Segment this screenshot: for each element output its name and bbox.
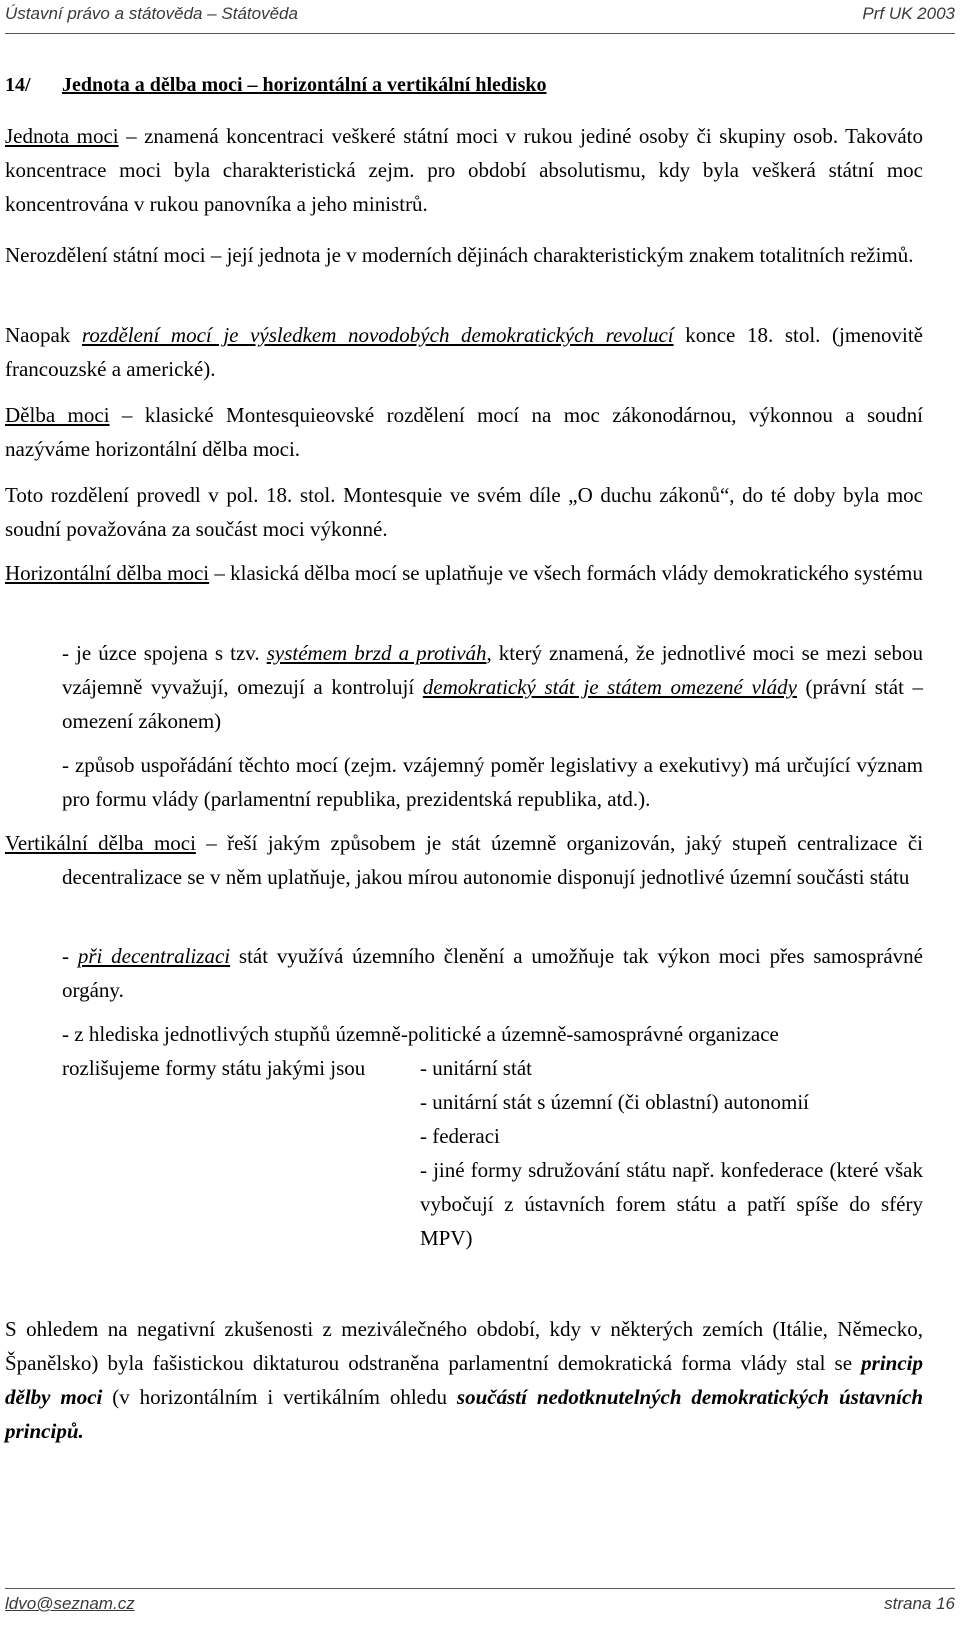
emphasis-limited-government: demokratický stát je státem omezené vlády: [422, 675, 797, 699]
paragraph-montesquieu: [5, 478, 923, 546]
emphasis-inviolable: součástí nedotknutelných demokratických ústavních principů.: [5, 1385, 923, 1443]
paragraph-division-text: – klasické Montesquieovské rozdělení mocí na moc zákonodárnou, výkonnou a soudní nazýváme horizontální dělba moci.: [5, 403, 923, 461]
term-horizontal: Horizontální dělba moci: [5, 561, 210, 585]
term-unity: Jednota moci: [5, 124, 119, 148]
paragraph-revolutions-tail: konce 18. stol. (jmenovitě francouzské a americké).: [5, 323, 923, 381]
list-item: - jiné formy sdružování státu např. konfederace (které však vybočují z ústavních forem státu a patří spíše do sféry MPV): [420, 1158, 923, 1250]
heading-title: Jednota a dělba moci – horizontální a vertikální hledisko: [62, 74, 547, 96]
forms-lead: rozlišujeme formy státu jakými jsou: [62, 1056, 366, 1080]
emphasis-principle: princip dělby moci: [5, 1351, 923, 1409]
horizontal-bullet-arrangement: [62, 748, 923, 816]
paragraph-horizontal: [5, 556, 923, 590]
paragraph-vertical: [5, 826, 923, 894]
checks-tail: (právní stát – omezení zákonem): [62, 675, 923, 733]
header-divider: [5, 33, 955, 34]
horizontal-bullet-checks: [62, 636, 923, 738]
paragraph-montesquieu-text: Toto rozdělení provedl v pol. 18. stol. Montesquie ve svém díle „O duchu zákonů“, do té doby byla moc soudní považována za součást moci výkonné.: [5, 483, 923, 541]
paragraph-revolutions: [5, 318, 923, 386]
paragraph-undivided: [5, 238, 923, 272]
footer-email-link[interactable]: ldvo@seznam.cz: [5, 1594, 135, 1613]
forms-list: [420, 1051, 923, 1255]
header-course-title: Ústavní právo a státověda – Státověda: [5, 4, 298, 23]
paragraph-horizontal-text: – klasická dělba mocí se uplatňuje ve všech formách vlády demokratického systému: [209, 561, 923, 585]
paragraph-unity-text: – znamená koncentraci veškeré státní moci v rukou jediné osoby či skupiny osob. Takováto koncentrace moci byla charakteristická zejm. pro období absolutismu, kdy byla veškerá státní moc koncentrována v rukou panovníka a jeho ministrů.: [5, 124, 923, 216]
decentralization-tail: stát využívá územního členění a umožňuje tak výkon moci přes samosprávné orgány.: [62, 944, 923, 1002]
arrangement-text: - způsob uspořádání těchto mocí (zejm. vzájemný poměr legislativy a exekutivy) má určující význam pro formu vlády (parlamentní republika, prezidentská republika, atd.).: [62, 753, 923, 811]
decentralization-lead: -: [62, 944, 78, 968]
vertical-bullet-organization: [62, 1017, 923, 1051]
checks-lead: - je úzce spojena s tzv.: [62, 641, 267, 665]
paragraph-revolutions-lead: Naopak: [5, 323, 82, 347]
closing-lead: S ohledem na negativní zkušenosti z meziválečného období, kdy v některých zemích (Itálie, Německo, Španělsko) byla fašistickou diktaturou odstraněna parlamentní demokratická forma vlády stal se: [5, 1317, 923, 1375]
page-number: strana 16: [884, 1594, 955, 1613]
paragraph-closing: [5, 1312, 923, 1448]
paragraph-division: [5, 398, 923, 466]
page-header: [5, 4, 955, 26]
term-division: Dělba moci: [5, 403, 110, 427]
heading-number: 14/: [5, 74, 31, 96]
emphasis-checks-balances: systémem brzd a protiváh: [266, 641, 487, 665]
organization-text: - z hlediska jednotlivých stupňů územně-politické a územně-samosprávné organizace: [62, 1022, 779, 1046]
closing-mid: (v horizontálním i vertikálním ohledu: [102, 1385, 457, 1409]
list-item: - unitární stát s územní (či oblastní) autonomií: [420, 1090, 810, 1114]
section-heading: [5, 68, 546, 102]
paragraph-undivided-text: Nerozdělení státní moci – její jednota je v moderních dějinách charakteristickým znakem totalitních režimů.: [5, 243, 914, 267]
checks-mid: , který znamená, že jednotlivé moci se mezi sebou vzájemně vyvažují, omezují a kontrolují: [62, 641, 923, 699]
footer-divider: [5, 1588, 955, 1589]
header-institution: Prf UK 2003: [862, 4, 955, 23]
paragraph-unity: [5, 119, 923, 221]
emphasis-decentralization: při decentralizaci: [77, 944, 231, 968]
list-item: - federaci: [420, 1124, 500, 1148]
emphasis-revolutions: rozdělení mocí je výsledkem novodobých demokratických revolucí: [81, 323, 674, 347]
list-item: - unitární stát: [420, 1056, 532, 1080]
term-vertical: Vertikální dělba moci: [5, 831, 196, 855]
paragraph-vertical-text: – řeší jakým způsobem je stát územně organizován, jaký stupeň centralizace či decentralizace se v něm uplatňuje, jakou mírou autonomie disponují jednotlivé územní součásti státu: [62, 831, 923, 889]
vertical-bullet-decentralization: [62, 939, 923, 1007]
